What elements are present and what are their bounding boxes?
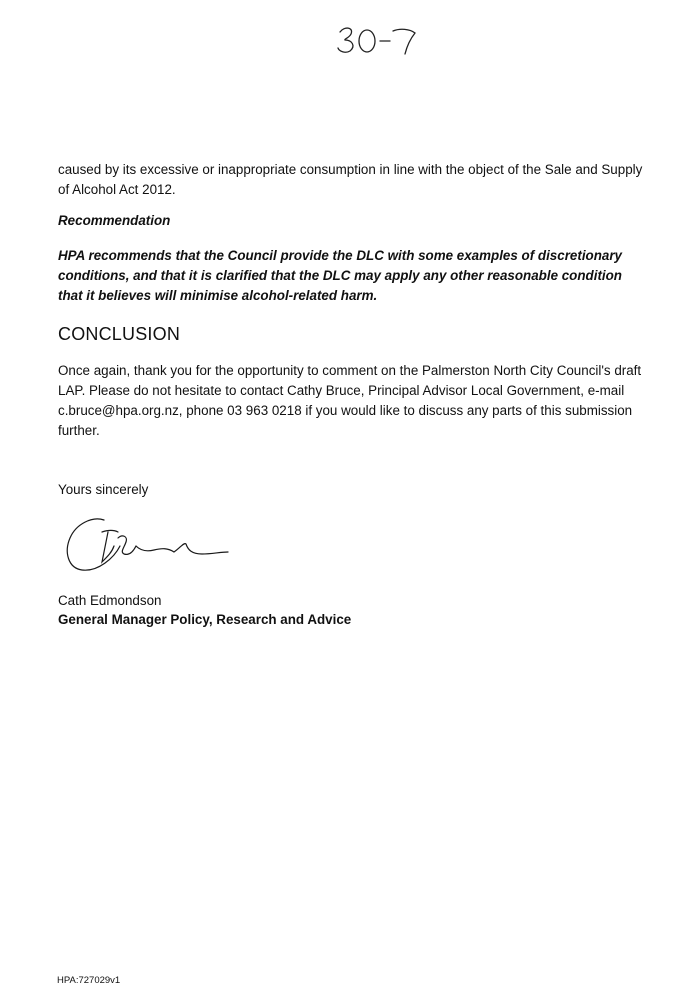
signer-title: General Manager Policy, Research and Advice	[58, 612, 352, 627]
handwritten-page-number	[330, 20, 430, 60]
conclusion-heading: CONCLUSION	[58, 324, 181, 344]
document-reference: HPA:727029v1	[57, 975, 121, 986]
signature-drawing	[62, 512, 232, 578]
recommendation-heading: Recommendation	[58, 213, 171, 228]
handwritten-signature	[62, 512, 232, 578]
continuation-paragraph: caused by its excessive or inappropriate consumption in line with the object of the Sale and Supply of Alcohol Act 2012.	[58, 162, 643, 197]
recommendation-text: HPA recommends that the Council provide the DLC with some examples of discretionary conditions, and that it is clarified that the DLC may apply any other reasonable condition that it believes will minimise alcohol-related harm.	[58, 248, 623, 303]
conclusion-paragraph: Once again, thank you for the opportunity to comment on the Palmerston North City Council's draft LAP. Please do not hesitate to contact Cathy Bruce, Principal Advisor Local Government, e-mail c.bruce@hpa.org.nz, phone 03 963 0218 if you would like to discuss any parts of this submission further.	[58, 363, 642, 438]
closing-salutation: Yours sincerely	[58, 482, 149, 497]
signer-name: Cath Edmondson	[58, 593, 162, 608]
handwritten-page-number-drawing	[330, 20, 430, 60]
